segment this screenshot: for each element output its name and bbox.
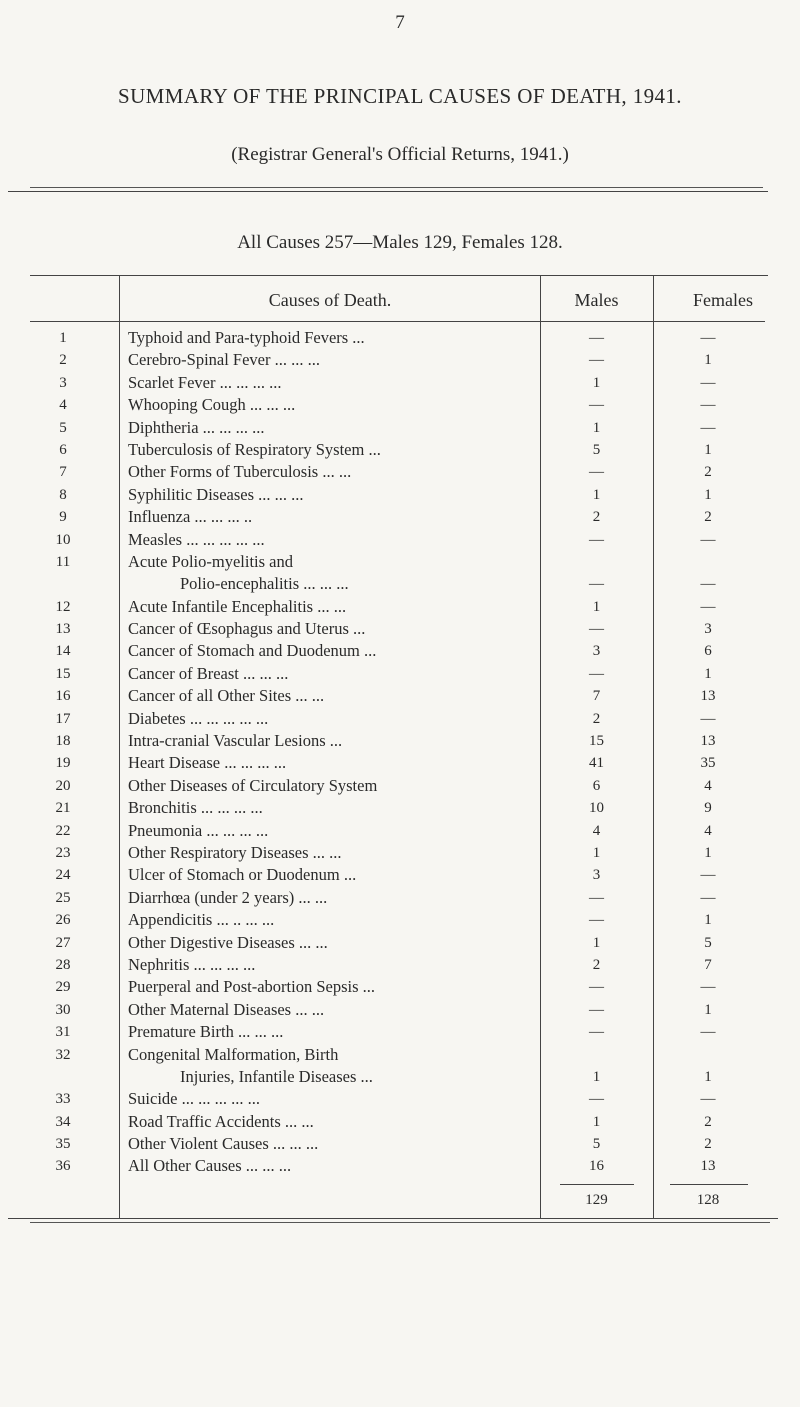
row-number: 14 [55, 643, 71, 660]
table-row [0, 663, 800, 685]
cause-label: Influenza ... ... ... .. [128, 507, 253, 527]
cause-cell [128, 685, 536, 707]
row-number: 11 [55, 553, 71, 570]
cause-cell [128, 999, 536, 1021]
row-number: 26 [55, 912, 71, 929]
row-number: 15 [55, 665, 71, 682]
header-males: Males [574, 290, 619, 310]
row-number: 36 [55, 1158, 71, 1175]
row-number: 17 [55, 710, 71, 727]
cause-label: Tuberculosis of Respiratory System ... [128, 439, 381, 459]
males-cell: — [589, 621, 604, 638]
females-cell: 1 [704, 352, 712, 369]
males-cell: 1 [592, 598, 601, 615]
males-cell: 2 [592, 509, 601, 526]
table-row [0, 529, 800, 551]
top-rule-double [8, 191, 768, 192]
row-number: 33 [55, 1091, 71, 1108]
females-cell: 1 [704, 486, 712, 503]
cause-label: Ulcer of Stomach or Duodenum ... [128, 865, 357, 885]
row-number: 8 [59, 486, 67, 503]
table-row [0, 1111, 800, 1133]
females-cell: — [700, 576, 716, 593]
cause-label: Road Traffic Accidents ... ... [128, 1111, 314, 1131]
cause-cell [128, 909, 536, 931]
row-number: 35 [55, 1136, 71, 1153]
cause-cell [128, 506, 536, 528]
cause-cell [128, 775, 536, 797]
cause-label: Other Diseases of Circulatory System [128, 775, 378, 795]
page-subtitle: (Registrar General's Official Returns, 1941.) [231, 144, 569, 165]
cause-label: Cerebro-Spinal Fever ... ... ... [128, 350, 320, 370]
table-row [0, 685, 800, 707]
cause-cell [128, 640, 536, 662]
row-number: 34 [55, 1113, 71, 1130]
table-row [0, 640, 800, 662]
males-cell: — [589, 1091, 604, 1108]
table-row [0, 909, 800, 931]
cause-cell [128, 596, 536, 618]
table-row [0, 484, 800, 506]
cause-label: Cancer of Breast ... ... ... [128, 663, 289, 683]
header-causes: Causes of Death. [268, 290, 392, 310]
row-number: 6 [59, 441, 67, 458]
cause-cell [128, 461, 536, 483]
males-cell: 5 [592, 441, 601, 458]
males-cell: 2 [592, 956, 601, 973]
cause-cell [128, 663, 536, 685]
row-number: 1 [59, 330, 67, 346]
page-number: 7 [395, 12, 405, 33]
cause-cell [128, 1133, 536, 1155]
row-number: 23 [55, 845, 71, 861]
males-cell: — [589, 531, 604, 548]
bottom-rule [8, 1218, 778, 1219]
females-cell: 1 [704, 845, 712, 861]
row-number: 20 [55, 777, 71, 794]
males-cell: 1 [592, 1113, 601, 1130]
top-rule [30, 187, 763, 188]
males-cell: 16 [589, 1158, 604, 1175]
females-cell: — [700, 374, 716, 391]
row-number: 25 [55, 889, 71, 906]
males-cell: — [589, 912, 604, 929]
row-number: 18 [55, 733, 71, 750]
females-cell: — [700, 531, 716, 548]
cause-label: Suicide ... ... ... ... ... [128, 1089, 260, 1109]
row-number: 10 [55, 531, 71, 548]
cause-cell [128, 484, 536, 506]
bottom-rule-double [30, 1222, 770, 1223]
cause-cell [128, 417, 536, 439]
males-cell: 1 [592, 486, 601, 503]
row-number: 27 [55, 934, 71, 951]
cause-label: Bronchitis ... ... ... ... [128, 798, 263, 818]
females-cell: 13 [700, 688, 716, 705]
cause-cell [128, 618, 536, 640]
cause-label: Whooping Cough ... ... ... [128, 395, 296, 415]
cause-label: Congenital Malformation, Birth [128, 1044, 339, 1064]
table-row [0, 461, 800, 483]
table-row [0, 730, 800, 752]
table-row [0, 954, 800, 976]
females-cell: 6 [704, 643, 712, 660]
females-cell: 4 [704, 822, 712, 839]
males-cell: 1 [592, 1068, 601, 1085]
females-cell: — [700, 598, 716, 615]
cause-cell [128, 932, 536, 954]
females-cell: — [700, 867, 716, 884]
table-row [0, 372, 800, 394]
cause-label: Puerperal and Post-abortion Sepsis ... [128, 977, 376, 997]
males-cell: — [589, 352, 604, 369]
males-cell: — [589, 889, 604, 906]
total-females: 128 [696, 1191, 720, 1208]
table-row [0, 417, 800, 439]
females-cell: 4 [704, 777, 712, 794]
cause-label: Scarlet Fever ... ... ... ... [128, 372, 282, 392]
females-cell: — [700, 710, 716, 727]
row-number: 24 [55, 867, 71, 884]
cause-cell [128, 372, 536, 394]
table-row [0, 1088, 800, 1110]
row-number: 29 [55, 979, 71, 996]
cause-cell [128, 887, 536, 909]
males-cell: 3 [592, 643, 601, 660]
cause-label: Other Violent Causes ... ... ... [128, 1134, 319, 1154]
cause-label: Other Digestive Diseases ... ... [128, 932, 328, 952]
cause-label: Diphtheria ... ... ... ... [128, 417, 265, 437]
females-cell: 13 [700, 1158, 716, 1175]
cause-cell [128, 327, 536, 349]
cause-label: Intra-cranial Vascular Lesions ... [128, 731, 343, 751]
cause-label: Cancer of Œsophagus and Uterus ... [128, 619, 366, 639]
cause-label: Acute Polio-myelitis and [128, 551, 293, 571]
cause-cell [128, 820, 536, 842]
cause-cell [128, 1088, 536, 1110]
cause-label: Acute Infantile Encephalitis ... ... [128, 596, 347, 616]
females-cell: 35 [700, 755, 716, 772]
cause-label: All Other Causes ... ... ... [128, 1156, 292, 1176]
table-row [0, 1044, 800, 1089]
males-cell: — [589, 397, 604, 414]
males-cell: — [589, 576, 604, 593]
table-row [0, 752, 800, 774]
males-cell: 2 [592, 710, 601, 727]
header-top-rule [30, 275, 768, 276]
males-cell: — [589, 665, 604, 682]
females-cell: — [700, 889, 716, 906]
females-cell: — [700, 979, 716, 996]
table-row [0, 394, 800, 416]
row-number: 3 [59, 374, 67, 391]
females-cell: 2 [704, 1136, 712, 1153]
table-row [0, 327, 800, 349]
cause-label: Cancer of all Other Sites ... ... [128, 686, 325, 706]
males-cell: — [589, 1024, 604, 1041]
males-cell: 7 [592, 688, 601, 705]
cause-label: Pneumonia ... ... ... ... [128, 820, 269, 840]
females-cell: 9 [704, 800, 712, 817]
row-number: 21 [55, 800, 71, 817]
cause-cell [128, 1111, 536, 1133]
females-cell: 3 [704, 621, 712, 638]
cause-label: Cancer of Stomach and Duodenum ... [128, 641, 377, 661]
females-cell: 7 [704, 956, 712, 973]
table-row [0, 1133, 800, 1155]
cause-label: Typhoid and Para-typhoid Fevers ... [128, 328, 365, 347]
row-number: 7 [59, 464, 67, 481]
row-number: 22 [55, 822, 71, 839]
total-rule-females [670, 1184, 748, 1185]
table-row [0, 976, 800, 998]
males-cell: — [589, 464, 604, 481]
table-row [0, 596, 800, 618]
cause-label-continued: Injuries, Infantile Diseases ... [180, 1066, 373, 1086]
cause-label: Diarrhœa (under 2 years) ... ... [128, 887, 328, 907]
all-causes-summary: All Causes 257—Males 129, Females 128. [237, 232, 563, 253]
table-row [0, 618, 800, 640]
row-number: 4 [59, 397, 67, 414]
females-cell: 2 [704, 464, 712, 481]
cause-cell [128, 708, 536, 730]
females-cell: 1 [704, 441, 712, 458]
males-cell: 10 [589, 800, 604, 817]
header-females: Females [693, 290, 753, 310]
males-cell: 5 [592, 1136, 601, 1153]
males-cell: 4 [592, 822, 601, 839]
page-title: SUMMARY OF THE PRINCIPAL CAUSES OF DEATH, 1941. [118, 84, 682, 108]
cause-label-continued: Polio-encephalitis ... ... ... [180, 574, 349, 594]
total-males: 129 [585, 1191, 608, 1208]
males-cell: 15 [589, 733, 604, 750]
table-row [0, 820, 800, 842]
cause-cell [128, 1155, 536, 1177]
row-number: 13 [55, 621, 71, 638]
cause-cell [128, 976, 536, 998]
males-cell: 1 [592, 845, 601, 861]
females-cell: — [700, 1091, 716, 1108]
females-cell: — [700, 1024, 716, 1041]
cause-cell [128, 349, 536, 371]
cause-label: Other Forms of Tuberculosis ... ... [128, 462, 352, 482]
row-number: 16 [55, 688, 71, 705]
table-row [0, 439, 800, 461]
row-number: 31 [55, 1024, 71, 1041]
cause-label: Other Respiratory Diseases ... ... [128, 843, 342, 862]
females-cell: 1 [704, 912, 712, 929]
males-cell: 1 [592, 374, 601, 391]
cause-cell [128, 752, 536, 774]
males-cell: — [589, 330, 604, 346]
cause-cell [128, 439, 536, 461]
table-row [0, 1021, 800, 1043]
males-cell: — [589, 1001, 604, 1018]
males-cell: 3 [592, 867, 601, 884]
row-number: 30 [55, 1001, 71, 1018]
cause-cell [128, 842, 536, 864]
table-row [0, 999, 800, 1021]
cause-label: Appendicitis ... .. ... ... [128, 910, 275, 930]
cause-label: Premature Birth ... ... ... [128, 1022, 284, 1042]
males-cell: 1 [592, 419, 601, 436]
table-row [0, 932, 800, 954]
table-row [0, 1155, 800, 1177]
cause-cell [128, 954, 536, 976]
total-rule-males [560, 1184, 634, 1185]
cause-label: Diabetes ... ... ... ... ... [128, 708, 269, 728]
table-row [0, 775, 800, 797]
males-cell: 41 [589, 755, 604, 772]
cause-cell [128, 551, 536, 596]
cause-cell [128, 529, 536, 551]
row-number: 28 [55, 956, 71, 973]
females-cell: 1 [704, 1068, 712, 1085]
males-cell: — [589, 979, 604, 996]
row-number: 19 [55, 755, 71, 772]
females-cell: — [700, 419, 716, 436]
cause-label: Nephritis ... ... ... ... [128, 954, 256, 974]
females-cell: 1 [704, 1001, 712, 1018]
header-bottom-rule [30, 321, 765, 322]
females-cell: 2 [704, 509, 712, 526]
cause-cell [128, 1021, 536, 1043]
cause-cell [128, 394, 536, 416]
females-cell: 5 [704, 934, 712, 951]
females-cell: — [700, 397, 716, 414]
females-cell: 1 [704, 665, 712, 682]
row-number: 2 [59, 352, 67, 369]
table-row [0, 887, 800, 909]
table-row [0, 797, 800, 819]
table-row [0, 864, 800, 886]
row-number: 5 [59, 419, 67, 436]
cause-label: Heart Disease ... ... ... ... [128, 753, 287, 773]
cause-cell [128, 864, 536, 886]
males-cell: 1 [592, 934, 601, 951]
table-row [0, 551, 800, 596]
table-row [0, 349, 800, 371]
cause-label: Measles ... ... ... ... ... [128, 529, 265, 549]
table-row [0, 842, 800, 864]
females-cell: — [700, 330, 716, 346]
cause-label: Other Maternal Diseases ... ... [128, 999, 325, 1019]
cause-cell [128, 797, 536, 819]
row-number: 12 [55, 598, 71, 615]
table-row [0, 708, 800, 730]
table-body [0, 327, 800, 1178]
cause-label: Syphilitic Diseases ... ... ... [128, 484, 304, 504]
cause-cell [128, 1044, 536, 1089]
males-cell: 6 [592, 777, 601, 794]
females-cell: 2 [704, 1113, 712, 1130]
females-cell: 13 [700, 733, 716, 750]
row-number: 32 [55, 1046, 71, 1063]
row-number: 9 [59, 509, 67, 526]
cause-cell [128, 730, 536, 752]
table-row [0, 506, 800, 528]
